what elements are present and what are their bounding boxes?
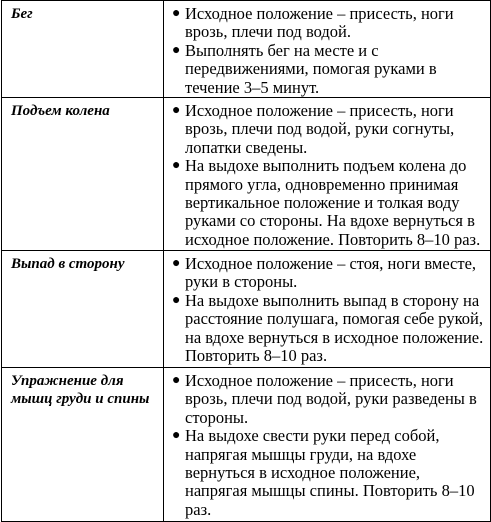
exercise-description	[164, 251, 491, 368]
step-item	[172, 372, 486, 427]
bullet-icon: ●	[172, 103, 181, 119]
exercise-row	[2, 1, 491, 98]
step-text: На выдохе свести руки перед собой, напрягая мышцы груди, на вдохе вернуться в исходное положение, напрягая мышцы спины. Повторить 8–10 раз.	[185, 426, 475, 519]
exercise-row	[2, 368, 491, 522]
step-item	[172, 255, 486, 292]
exercise-name: Выпад в сторону	[2, 251, 164, 368]
exercise-name: Подъем колена	[2, 98, 164, 251]
exercise-row	[2, 98, 491, 251]
exercise-description	[164, 368, 491, 522]
bullet-icon: ●	[172, 428, 181, 444]
exercise-description	[164, 98, 491, 251]
step-item	[172, 427, 486, 519]
step-item	[172, 292, 486, 366]
step-text: На выдохе выполнить подъем колена до прямого угла, одновременно принимая вертикальное положение и толкая воду руками со стороны. На вдохе вернуться в исходное положение. Повторить 8–10 раз.	[185, 156, 481, 249]
exercise-name: Бег	[2, 1, 164, 98]
step-item	[172, 42, 486, 97]
step-text: Исходное положение – стоя, ноги вместе, руки в стороны.	[185, 254, 477, 292]
step-item	[172, 5, 486, 42]
step-item	[172, 157, 486, 249]
exercise-table	[1, 0, 491, 522]
exercise-description	[164, 1, 491, 98]
bullet-icon: ●	[172, 292, 181, 308]
bullet-icon: ●	[172, 42, 181, 58]
bullet-icon: ●	[172, 158, 181, 174]
step-text: Выполнять бег на месте и с передвижениями, помогая руками в течение 3–5 минут.	[185, 40, 437, 97]
step-text: На выдохе выполнить выпад в сторону на расстояние полушага, помогая себе рукой, на вдохе вернуться в исходное положение. Повторить 8–10 раз.	[185, 290, 484, 366]
bullet-icon: ●	[172, 256, 181, 272]
bullet-icon: ●	[172, 6, 181, 21]
step-item	[172, 102, 486, 157]
step-text: Исходное положение – присесть, ноги врозь, плечи под водой.	[185, 4, 454, 42]
step-text: Исходное положение – присесть, ноги врозь, плечи под водой, руки разведены в стороны.	[185, 371, 477, 427]
bullet-icon: ●	[172, 373, 181, 389]
exercise-name: Упражнение для мышц груди и спины	[2, 368, 164, 522]
step-text: Исходное положение – присесть, ноги врозь, плечи под водой, руки согнуты, лопатки сведены.	[185, 101, 455, 157]
exercise-row	[2, 251, 491, 368]
